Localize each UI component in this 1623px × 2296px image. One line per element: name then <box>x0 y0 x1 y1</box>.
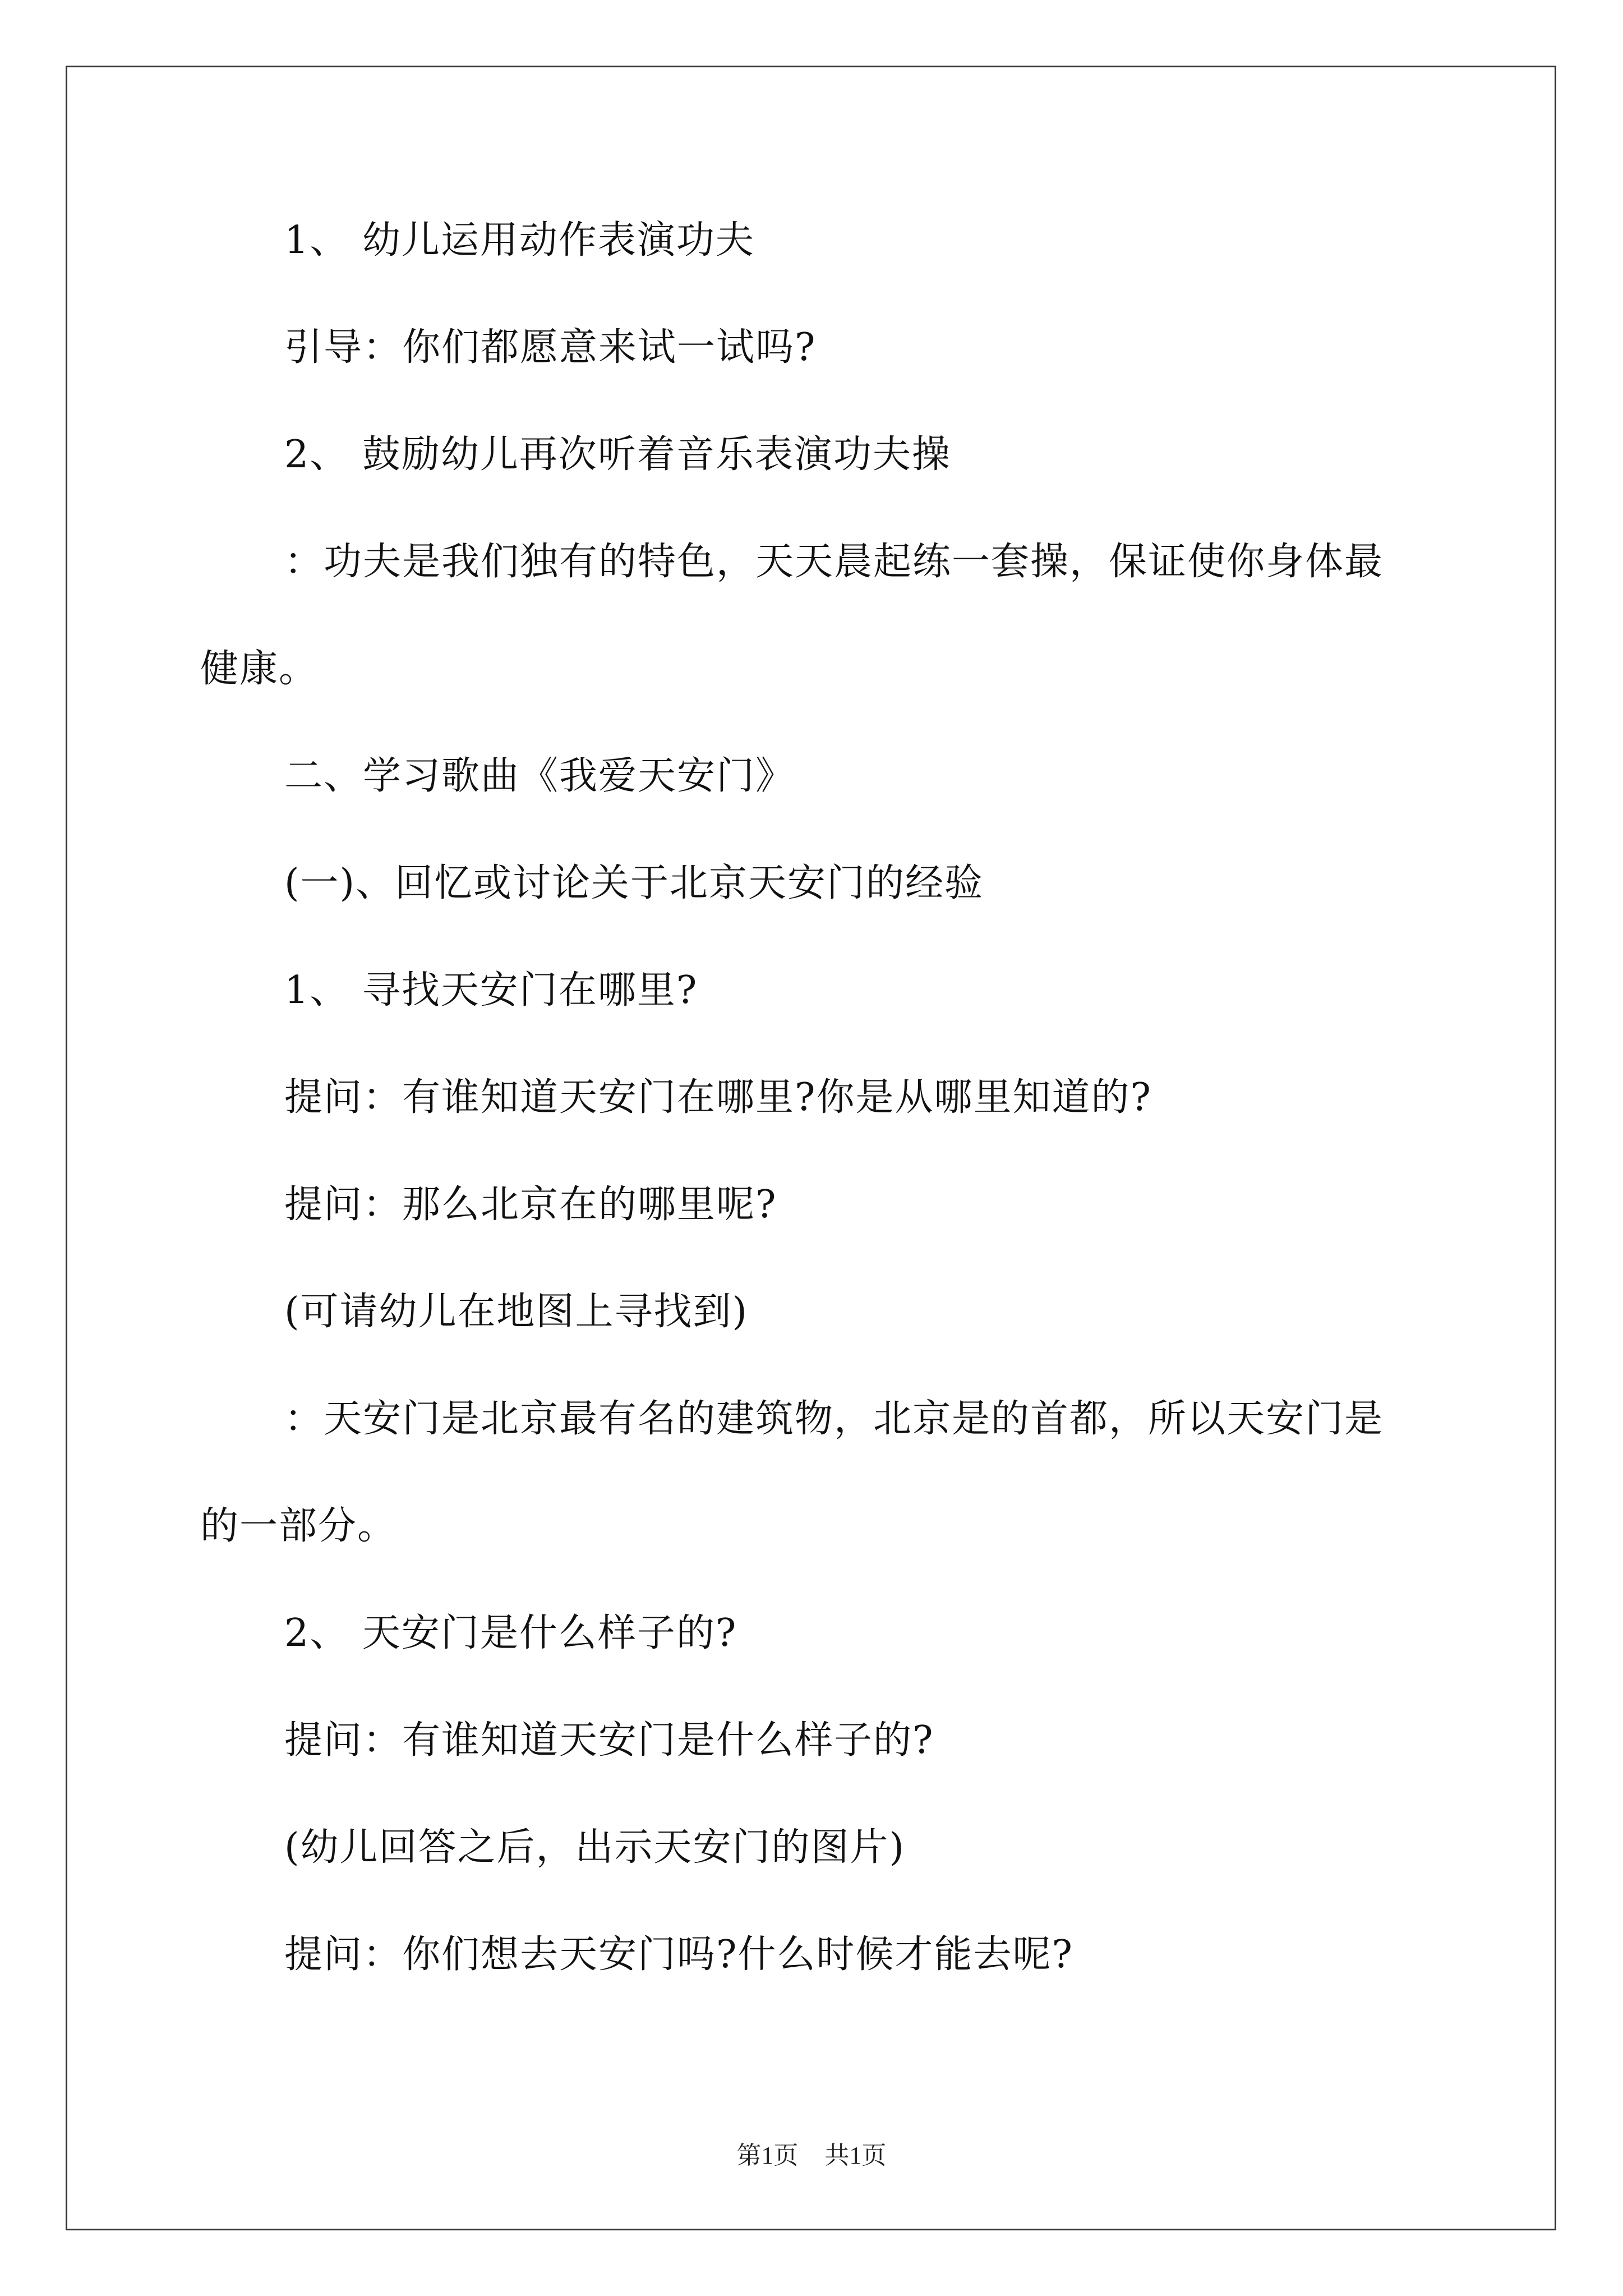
text-line-8: 1、 寻找天安门在哪里? <box>284 968 698 1013</box>
text-line-4: ：功夫是我们独有的特色，天天晨起练一套操，保证使你身体最 <box>284 540 1384 584</box>
text-line-9: 提问：有谁知道天安门在哪里?你是从哪里知道的? <box>284 1075 1152 1120</box>
text-line-12: ：天安门是北京最有名的建筑物，北京是的首都，所以天安门是 <box>284 1397 1384 1441</box>
text-line-14: 2、 天安门是什么样子的? <box>284 1611 737 1655</box>
text-line-16: (幼儿回答之后，出示天安门的图片) <box>284 1825 906 1870</box>
text-line-5: 健康。 <box>200 647 319 691</box>
text-line-15: 提问：有谁知道天安门是什么样子的? <box>284 1718 934 1763</box>
text-line-10: 提问：那么北京在的哪里呢? <box>284 1182 777 1227</box>
page-border <box>66 66 1556 2230</box>
subsection-heading: (一)、回忆或讨论关于北京天安门的经验 <box>284 861 984 905</box>
text-line-17: 提问：你们想去天安门吗?什么时候才能去呢? <box>284 1932 1073 1977</box>
total-pages: 共1页 <box>824 2142 887 2169</box>
text-line-2: 引导：你们都愿意来试一试吗? <box>284 325 817 370</box>
page-number: 第1页 <box>736 2142 799 2169</box>
text-line-11: (可请幼儿在地图上寻找到) <box>284 1290 749 1334</box>
section-heading: 二、学习歌曲《我爱天安门》 <box>284 754 795 798</box>
page-footer <box>0 2135 1623 2171</box>
text-line-13: 的一部分。 <box>200 1504 397 1548</box>
text-line-3: 2、 鼓励幼儿再次听着音乐表演功夫操 <box>284 432 951 477</box>
text-line-1: 1、 幼儿运用动作表演功夫 <box>284 218 755 263</box>
